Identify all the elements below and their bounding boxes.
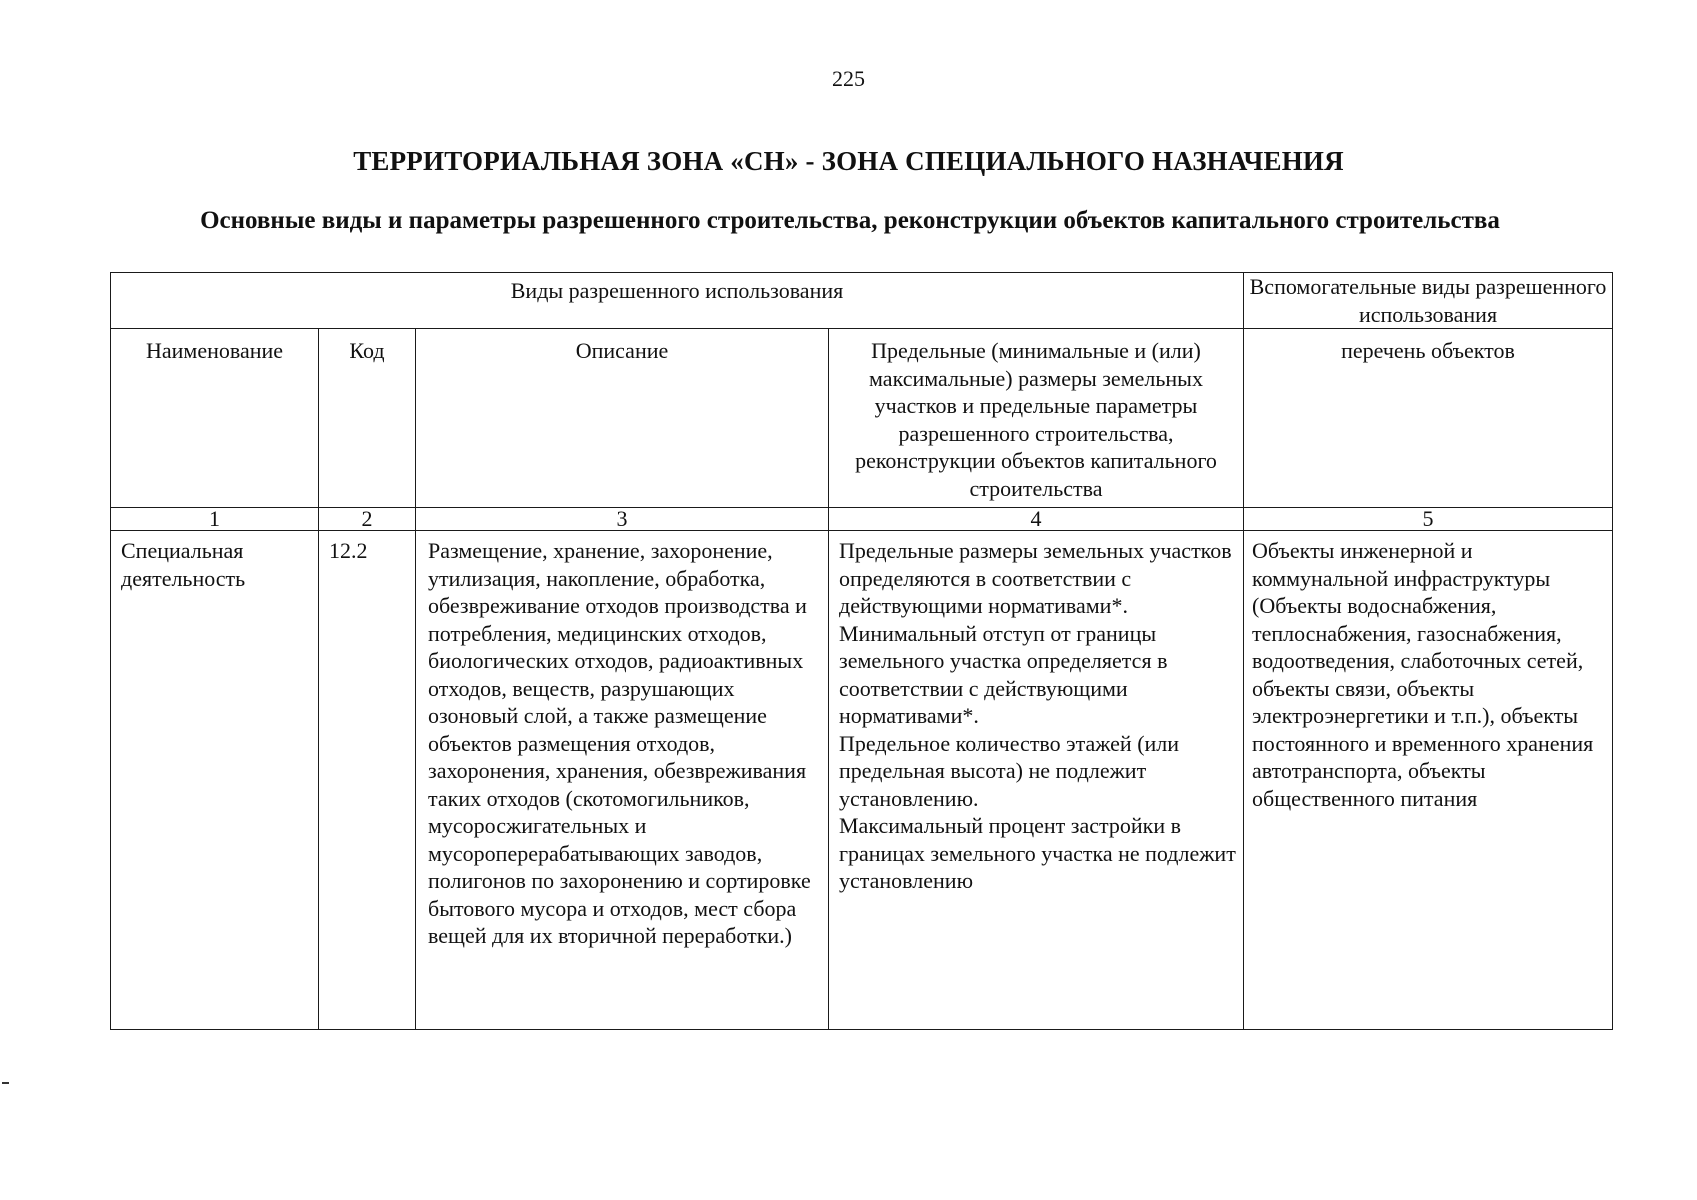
param-line: Предельное количество этажей (или предельная высота) не подлежит установлению. xyxy=(839,730,1180,811)
col-header-params: Предельные (минимальные и (или) максимальные) размеры земельных участков и предельные параметры разрешенного строительства, реконструкции объектов капитального строительства xyxy=(829,329,1244,508)
param-line: Максимальный процент застройки в границах земельного участка не подлежит установлению xyxy=(839,813,1236,893)
param-line: Минимальный отступ от границы земельного участка определяется в соответствии с действующими нормативами*. xyxy=(839,620,1168,728)
col-header-name: Наименование xyxy=(111,329,319,508)
column-number: 5 xyxy=(1244,508,1613,531)
zone-title: ТЕРРИТОРИАЛЬНАЯ ЗОНА «СН» - ЗОНА СПЕЦИАЛЬНОГО НАЗНАЧЕНИЯ xyxy=(353,146,1344,176)
page-number: 225 xyxy=(832,66,865,91)
column-number: 2 xyxy=(319,508,416,531)
table-title: Основные виды и параметры разрешенного строительства, реконструкции объектов капитального строительства xyxy=(200,207,1500,234)
col-header-aux-list: перечень объектов xyxy=(1244,329,1613,508)
column-number: 3 xyxy=(416,508,829,531)
cell-description: Размещение, хранение, захоронение, утилизация, накопление, обработка, обезвреживание отходов производства и потребления, медицинских отходов, биологических отходов, радиоактивных отходов, веществ, разрушающих озоновый слой, а также размещение объектов размещения отходов, захоронения, хранения, обезвреживания таких отходов (скотомогильников, мусоросжигательных и мусороперерабатывающих заводов, полигонов по захоронению и сортировке бытового мусора и отходов, мест сбора вещей для их вторичной переработки.) xyxy=(416,531,829,1030)
scan-edge-mark xyxy=(2,1082,9,1084)
column-number: 4 xyxy=(829,508,1244,531)
group-header: Виды разрешенного использования xyxy=(111,273,1244,329)
col-header-description: Описание xyxy=(416,329,829,508)
cell-aux-objects: Объекты инженерной и коммунальной инфраструктуры (Объекты водоснабжения, теплоснабжения, газоснабжения, водоотведения, слаботочных сетей, объекты связи, объекты электроэнергетики и т.п.), объекты постоянного и временного хранения автотранспорта, объекты общественного питания xyxy=(1244,531,1613,1030)
cell-params xyxy=(829,531,1244,1030)
permitted-use-table xyxy=(110,272,1613,1030)
aux-header: Вспомогательные виды разрешенного использования xyxy=(1244,273,1613,329)
col-header-code: Код xyxy=(319,329,416,508)
cell-code: 12.2 xyxy=(319,531,416,1030)
cell-name: Специальная деятельность xyxy=(111,531,319,1030)
column-number: 1 xyxy=(111,508,319,531)
param-line: Предельные размеры земельных участков определяются в соответствии с действующими нормативами*. xyxy=(839,538,1232,618)
table-row xyxy=(111,531,1613,1030)
